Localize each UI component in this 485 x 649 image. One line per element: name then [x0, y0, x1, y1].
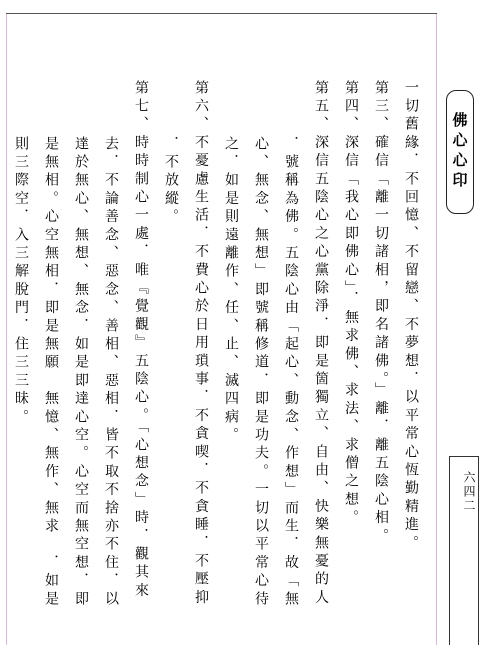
text-line-15 — [0, 80, 6, 640]
page-number-box — [449, 456, 479, 645]
text-line-1: 一切舊緣．不回憶、不留戀、不夢想．以平常心恆勤精進。 — [403, 80, 419, 554]
book-title-label: 佛心心印 — [446, 90, 474, 214]
text-line-10: 第七、時時制心一處．唯『覺觀』五陰心。「心想念」時．觀其來 — [133, 80, 149, 601]
text-line-8: 第六、不憂慮生活．不費心於日用瑣事．不貪喫．不貪睡．不壓抑 — [193, 80, 209, 608]
text-line-11: 去．不論善念、惡念、善相、惡相．皆不取不捨亦不住．以 — [103, 136, 119, 610]
text-line-12: 達於無心、無想、無念．如是即達心空。心空而無空想．即 — [73, 136, 89, 610]
text-line-7: 之．如是則遠離作、任、止、滅四病。 — [223, 136, 239, 446]
text-line-2: 第三、確信「離一切諸相，即名諸佛。」離．離五陰心相。 — [373, 80, 389, 547]
text-line-13: 是無相。心空無相．即是無願 無憶、無作、無求 ．如是 — [43, 136, 59, 610]
page-number: 六四二 — [462, 471, 476, 513]
text-line-6: 心、無念、無想」即號稱修道．即是功夫。一切以平常心待 — [253, 136, 269, 610]
text-line-4: 第五、深信五陰心之心黨除淨．即是箇獨立、自由、快樂無憂的人 — [313, 80, 329, 608]
page-body-text — [14, 80, 426, 640]
text-line-5: ．號稱為佛。五陰心由「起心、動念、作想」而生．故「無 — [283, 136, 299, 610]
text-line-14: 則三際空．入三解脫門．住三三昧。 — [13, 136, 29, 428]
text-line-3: 第四、深信「我心即佛心」．無求佛、求法、求僧之想。 — [343, 80, 359, 528]
text-line-9: ．不放縱。 — [163, 136, 179, 227]
